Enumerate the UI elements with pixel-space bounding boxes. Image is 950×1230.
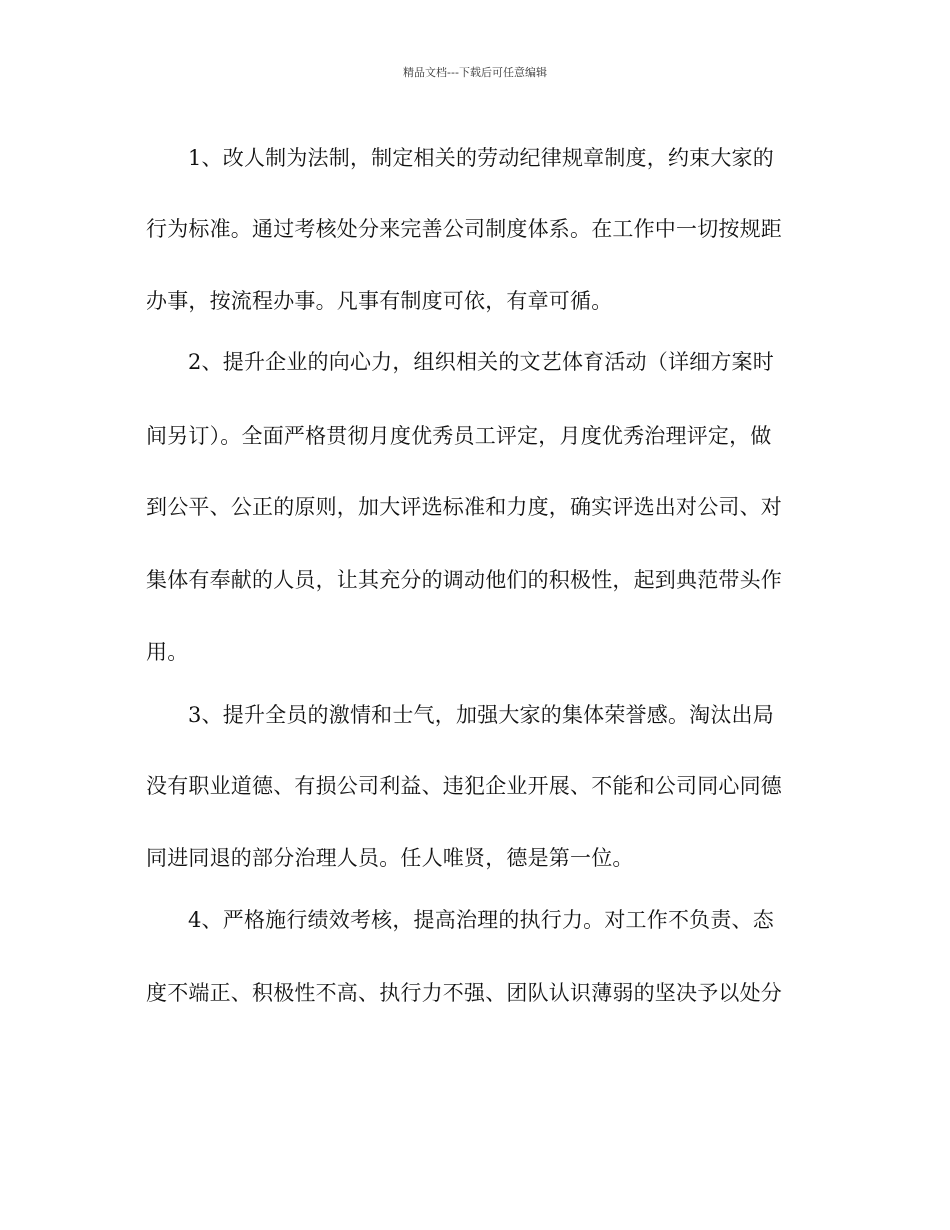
paragraph-2-line-5: 用。 [146,640,189,664]
paragraph-1-line-1: 1、改人制为法制，制定相关的劳动纪律规章制度，约束大家的 [188,146,774,170]
paragraph-2-line-3: 到公平、公正的原则，加大评选标准和力度，确实评选出对公司、对 [146,495,782,519]
paragraph-4-line-1: 4、严格施行绩效考核，提高治理的执行力。对工作不负责、态 [188,908,774,932]
paragraph-1-line-2: 行为标准。通过考核处分来完善公司制度体系。在工作中一切按规距 [146,217,782,241]
paragraph-2-line-4: 集体有奉献的人员，让其充分的调动他们的积极性，起到典范带头作 [146,568,782,592]
paragraph-2-line-1: 2、提升企业的向心力，组织相关的文艺体育活动（详细方案时 [188,350,774,374]
paragraph-4-line-2: 度不端正、积极性不高、执行力不强、团队认识薄弱的坚决予以处分 [146,981,782,1005]
paragraph-3-line-1: 3、提升全员的激情和士气，加强大家的集体荣誉感。淘汰出局 [188,703,774,727]
paragraph-2-line-2: 间另订）。全面严格贯彻月度优秀员工评定，月度优秀治理评定，做 [146,424,772,448]
page-header: 精品文档---下载后可任意编辑 [403,66,547,79]
paragraph-3-line-2: 没有职业道德、有损公司利益、违犯企业开展、不能和公司同心同德 [146,774,782,798]
paragraph-1-line-3: 办事，按流程办事。凡事有制度可依，有章可循。 [146,289,613,313]
paragraph-3-line-3: 同进同退的部分治理人员。任人唯贤，德是第一位。 [146,846,634,870]
